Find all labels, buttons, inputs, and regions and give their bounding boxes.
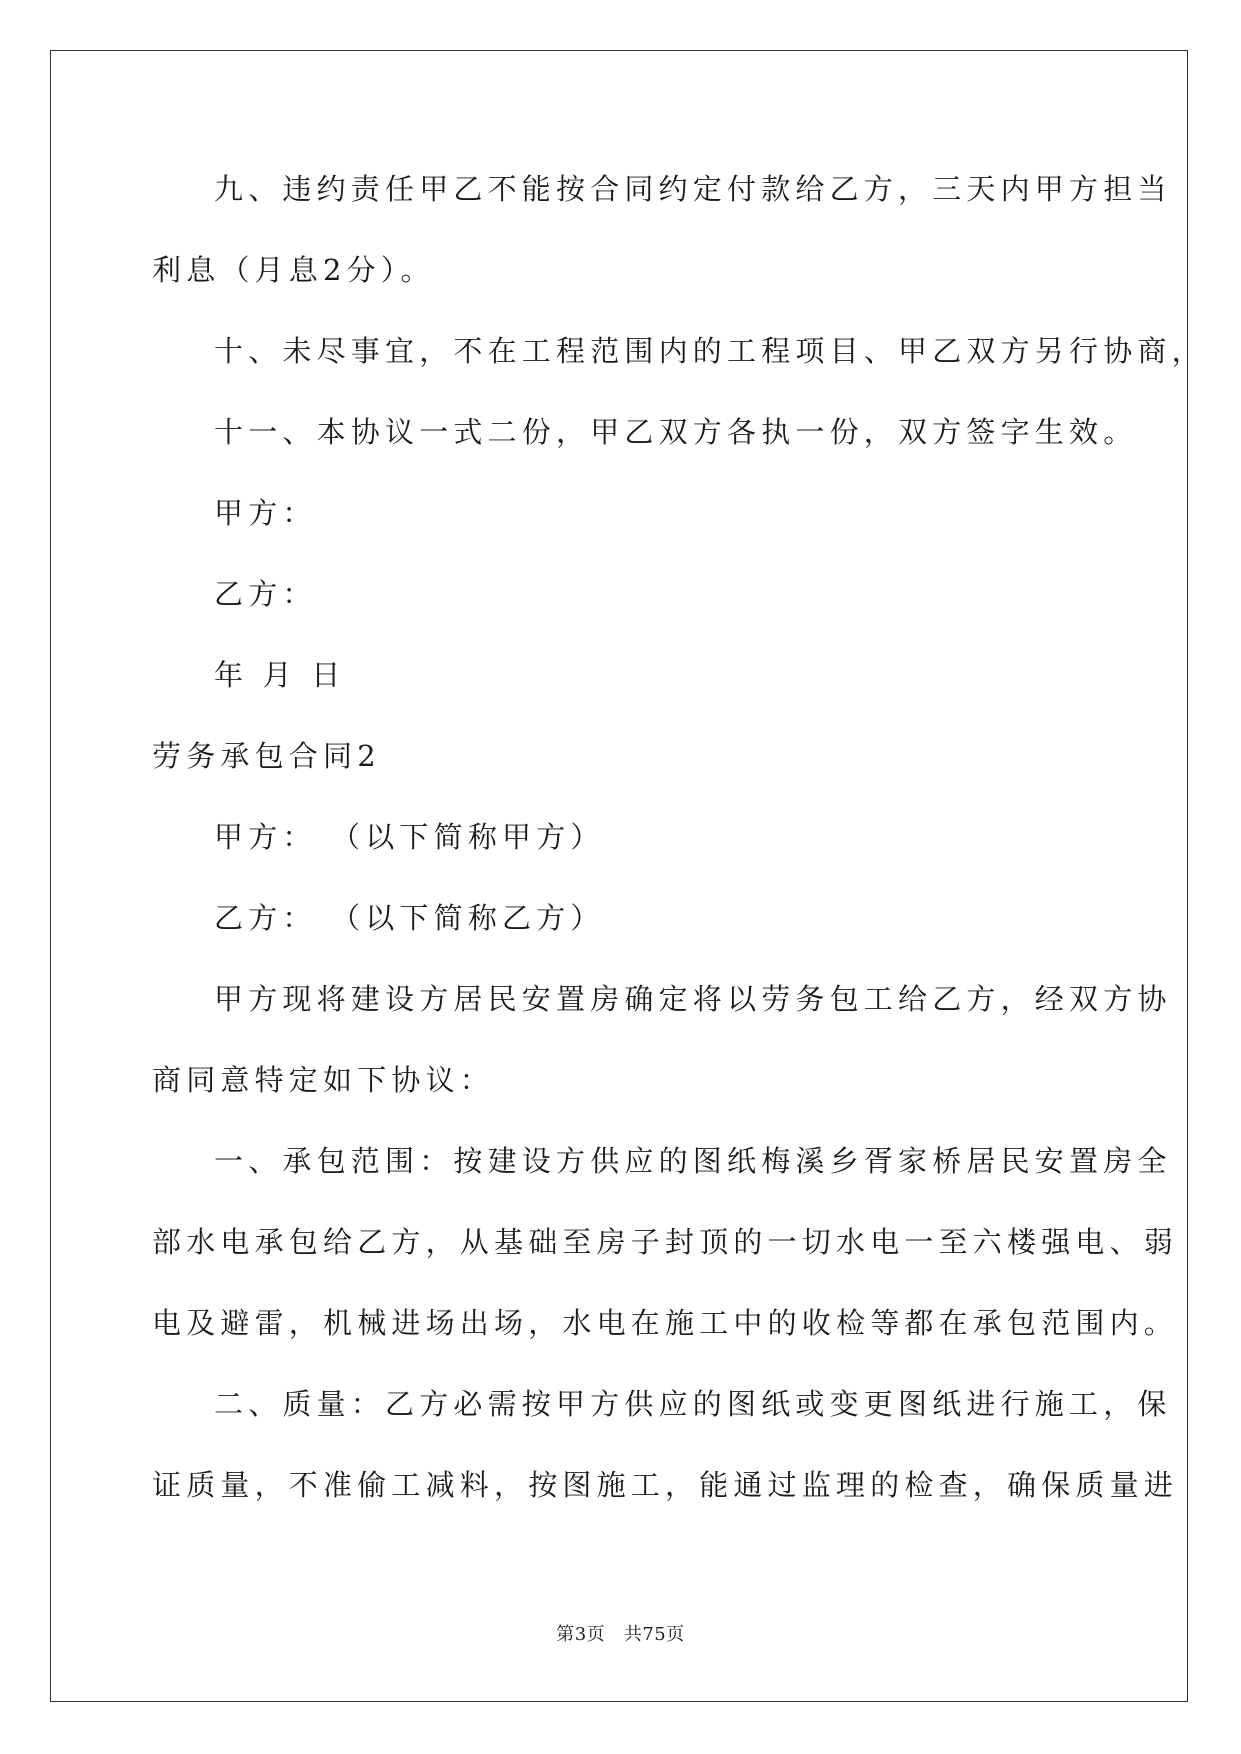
paragraph-line: 甲方现将建设方居民安置房确定将以劳务包工给乙方，经双方协 — [214, 982, 1172, 1016]
paragraph-line: 十、未尽事宜，不在工程范围内的工程项目、甲乙双方另行协商， — [214, 334, 1206, 368]
party-a-line: 甲方： （以下简称甲方） — [214, 820, 605, 854]
paragraph-line: 利息（月息2分）。 — [152, 253, 435, 287]
page-number-footer: 第3页 共75页 — [556, 1624, 685, 1645]
paragraph-line: 部水电承包给乙方，从基础至房子封顶的一切水电一至六楼强电、弱 — [152, 1225, 1179, 1259]
paragraph-line: 二、质量：乙方必需按甲方供应的图纸或变更图纸进行施工，保 — [214, 1387, 1172, 1421]
signature-party-b: 乙方： — [214, 577, 317, 611]
page-border — [50, 50, 1188, 1702]
section-title: 劳务承包合同2 — [152, 739, 381, 773]
paragraph-line: 九、违约责任甲乙不能按合同约定付款给乙方，三天内甲方担当 — [214, 172, 1172, 206]
paragraph-line: 一、承包范围：按建设方供应的图纸梅溪乡胥家桥居民安置房全 — [214, 1144, 1172, 1178]
paragraph-line: 证质量，不准偷工减料，按图施工，能通过监理的检查，确保质量进 — [152, 1468, 1179, 1502]
party-b-line: 乙方： （以下简称乙方） — [214, 901, 605, 935]
paragraph-line: 商同意特定如下协议： — [152, 1063, 495, 1097]
paragraph-line: 电及避雷，机械进场出场，水电在施工中的收检等都在承包范围内。 — [152, 1306, 1179, 1340]
paragraph-line: 十一、本协议一式二份，甲乙双方各执一份，双方签字生效。 — [214, 415, 1138, 449]
signature-party-a: 甲方： — [214, 496, 317, 530]
signature-date: 年 月 日 — [214, 658, 346, 692]
